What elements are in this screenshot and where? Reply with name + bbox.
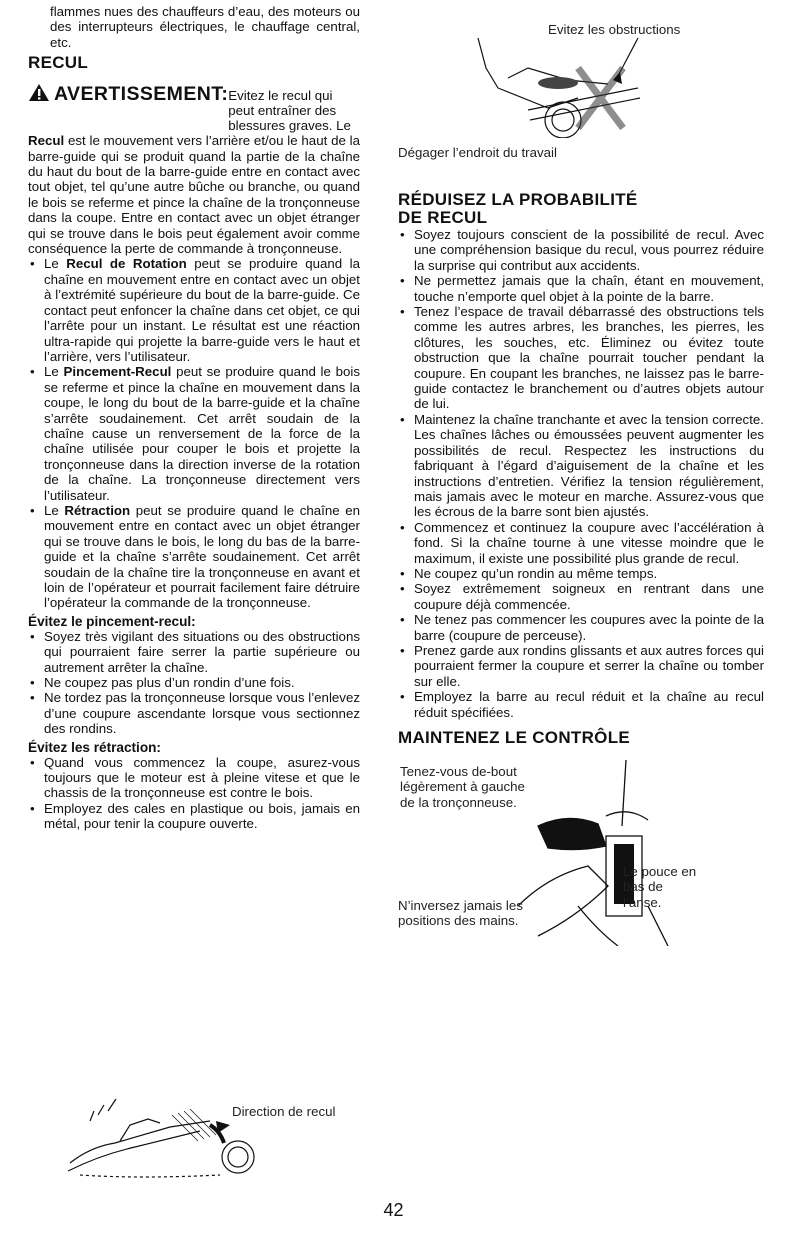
warning-rest: Evitez le recul qui peut entraîner des blessures graves. Le [228, 88, 351, 134]
recul-term: Recul [28, 133, 65, 149]
thumb-label: Le pouce en bas de l’anse. [623, 864, 697, 910]
list-item: • Le Pincement-Recul peut se produire quand le bois se referme et pince la chaîne en mouvement dans la coupe, le long du bout de la barre-guide et la chaîne s’arrête soudainement. Cet arrêt soudain de la chaîne cause un renversement de la force de la chaîne utilisée pour couper le bois et projette la tronçonneuse dans la direction inverse de la rotation de la chaîne. La tronçonneuse directement vers l’utilisateur. [28, 364, 360, 503]
kickback-direction-figure [60, 1085, 270, 1185]
warning-line [28, 81, 360, 133]
reduce-list [398, 227, 764, 720]
list-item: • Quand vous commencez la coupe, asurez-vous toujours que le moteur est à pleine vitese et que le chassis de la tronçonneuse est contre le bois. [28, 755, 360, 801]
list-item: • Soyez toujours conscient de la possibilité de recul. Avec une compréhension basique du recul, vous pourrez réduire la surprise qui contribut aux accidents. [398, 227, 764, 273]
stand-left-label: Tenez-vous de-bout légèrement à gauche de la tronçonneuse. [400, 764, 525, 810]
page-number: 42 [383, 1200, 404, 1220]
reduce-heading-line-1: RÉDUISEZ LA PROBABILITÉ [398, 190, 638, 209]
list-item: • Prenez garde aux rondins glissants et aux autres forces qui pourraient fermer la coupure et serrer la chaîne ou tomber sur elle. [398, 643, 764, 689]
control-figure [398, 756, 764, 966]
pincement-heading: Évitez le pincement-recul: [28, 613, 196, 629]
warning-label: AVERTISSEMENT: [54, 83, 229, 106]
obstructions-figure [398, 0, 764, 168]
list-item: • Soyez extrêmement soigneux en rentrant dans une coupure déjà commencée. [398, 581, 764, 612]
list-item: • Employez des cales en plastique ou bois, jamais en métal, pour tenir la coupure ouverte. [28, 801, 360, 832]
recul-heading: RECUL [28, 53, 89, 73]
list-item: • Commencez et continuez la coupure avec l’accélération à fond. Si la chaîne tourne à une vitesse moindre que le maximum, il existe une possibilité plus grande de recul. [398, 520, 764, 566]
retraction-heading: Évitez les rétraction: [28, 739, 161, 755]
right-column [398, 0, 764, 966]
term-pincement: Pincement-Recul [63, 364, 172, 380]
list-item: • Maintenez la chaîne tranchante et avec la tension correcte. Les chaînes lâches ou émoussées peuvent augmenter les possibilités de recul. Respectez les instructions du fabriquant à l’égard d’aiguisement de la chaîne et les instructions d’entretien. Vérifiez la tension régulièrement, mais jamais avec le moteur en marche. Assurez-vous que les écrous de la barre sont bien ajustés. [398, 412, 764, 520]
reduce-heading-line-2: DE RECUL [398, 208, 488, 227]
warning-paragraph [28, 133, 360, 256]
pincement-list [28, 629, 360, 737]
retraction-list [28, 755, 360, 832]
list-item: • Tenez l’espace de travail débarrassé des obstructions tels comme les autres arbres, les branches, les pierres, les clôtures, les souches, etc. Éliminez ou évitez toute obstruction que la chaîne pourrait toucher pendant la coupure. En coupant les branches, ne laissez pas le barre-guide contactez le branchement ou d’autres objets autour de lui. [398, 304, 764, 412]
intro-paragraph: flammes nues des chauffeurs d’eau, des moteurs ou des interrupteurs électriques, le chauffage central, etc. [50, 4, 360, 50]
obstructions-label: Evitez les obstructions [548, 22, 681, 37]
list-item: • Ne permettez jamais que la chaîn, étant en mouvement, touche n’emporte quel objet à la pointe de la barre. [398, 273, 764, 304]
warning-body: est le mouvement vers l’arrière et/ou le haut de la barre-guide qui se produit quand la partie de la chaîne du haut du bout de la barre-guide entre en contact avec tout objet, tel qu’une autre bûche ou branche, ou quand le bois se referme et pince la chaîne de la tronçonneuse dans la coupe. Entre en contact avec un objet étranger qui se trouve dans le bois peut également avoir comme conséquence la perte de commande à tronçonneuse. [28, 133, 360, 257]
left-column [28, 0, 360, 832]
list-item: • Soyez très vigilant des situations ou des obstructions qui pourraient faire serrer la partie supérieure ou autrement arrêter la chaîne. [28, 629, 360, 675]
list-item: • Ne tordez pas la tronçonneuse lorsque vous l’enlevez d’une coupure ascendante lorsque vous sectionnez des rondins. [28, 690, 360, 736]
term-rotation: Recul de Rotation [66, 256, 187, 272]
term-retraction: Rétraction [64, 502, 131, 518]
warning-triangle-icon [28, 83, 50, 102]
list-item: • Ne coupez qu’un rondin au même temps. [398, 566, 764, 581]
list-item: • Ne coupez pas plus d’un rondin d’une fois. [28, 675, 360, 690]
list-item: • Ne tenez pas commencer les coupures avec la pointe de la barre (coupure de perceuse). [398, 612, 764, 643]
hands-label: N’inversez jamais les positions des mains. [398, 898, 523, 929]
list-item: • Le Recul de Rotation peut se produire quand la chaîne en mouvement entre en contact avec un objet à l’extrémité supérieure du bout de la barre-guide. Ce contact peut enfoncer la chaîne dans cet objet, ce qui l’arrête pour un instant. Le résultat est une réaction ultra-rapide qui projette la barre-guide vers le haut et l’arrière, vers l’utilisateur. [28, 256, 360, 364]
control-heading: MAINTENEZ LE CONTRÔLE [398, 728, 631, 747]
reduce-heading [398, 191, 764, 227]
recul-types-list [28, 256, 360, 610]
clear-area-caption: Dégager l’endroit du travail [398, 145, 557, 160]
list-item: • Le Rétraction peut se produire quand le chaîne en mouvement entre en contact avec un objet étranger qui se trouve dans le bois, le long du bas de la barre-guide et la chaîne s’arrête soudainement. Cet arrêt soudain de la chaîne tire la tronçonneuse en avant et loin de l’opérateur et pourrait facilement faire détruire l’opérateur la commande de la tronçonneuse. [28, 503, 360, 611]
list-item: • Employez la barre au recul réduit et la chaîne au recul réduit spécifiées. [398, 689, 764, 720]
kickback-caption: Direction de recul [232, 1104, 336, 1119]
